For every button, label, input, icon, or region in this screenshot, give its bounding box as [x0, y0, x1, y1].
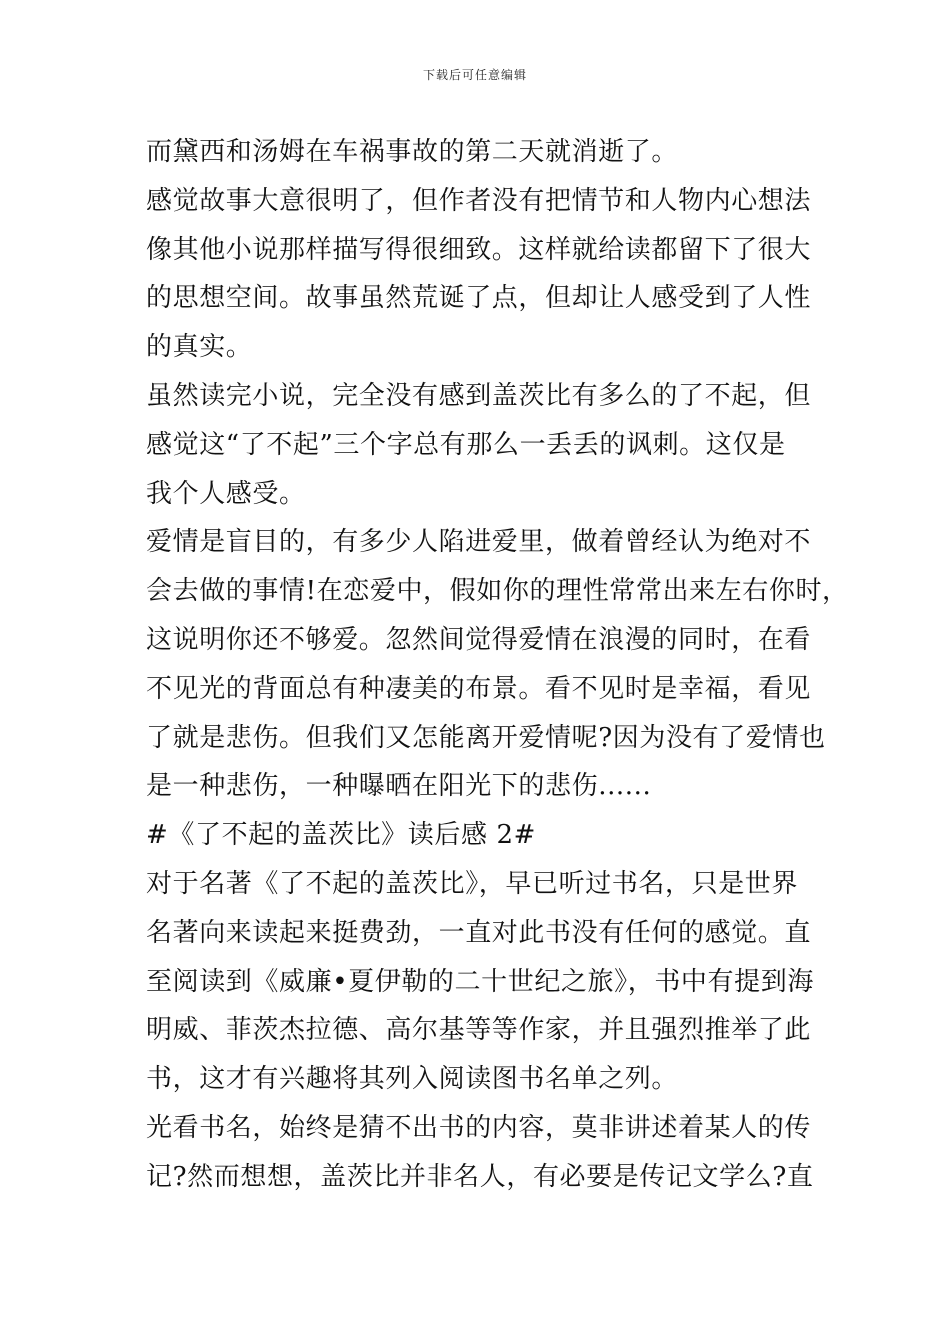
text-line: 记?然而想想，盖茨比并非名人，有必要是传记文学么?直 [146, 1161, 814, 1192]
text-line: 这说明你还不够爱。忽然间觉得爱情在浪漫的同时，在看 [146, 624, 812, 655]
text-line: 至阅读到《威廉•夏伊勒的二十世纪之旅》，书中有提到海 [146, 966, 814, 997]
text-line: 像其他小说那样描写得很细致。这样就给读都留下了很大 [146, 234, 812, 265]
text-line: 光看书名，始终是猜不出书的内容，莫非讲述着某人的传 [146, 1112, 812, 1143]
text-line: 我个人感受。 [146, 478, 306, 509]
document-body [146, 128, 849, 1202]
text-line: 是一种悲伤，一种曝晒在阳光下的悲伤...... [146, 771, 652, 802]
text-line: 虽然读完小说，完全没有感到盖茨比有多么的了不起，但 [146, 380, 812, 411]
text-line: 不见光的背面总有种凄美的布景。看不见时是幸福，看见 [146, 673, 812, 704]
text-line: 名著向来读起来挺费劲，一直对此书没有任何的感觉。直 [146, 917, 812, 948]
text-line: 会去做的事情!在恋爱中，假如你的理性常常出来左右你时， [146, 576, 849, 607]
text-line: 书，这才有兴趣将其列入阅读图书名单之列。 [146, 1064, 679, 1095]
text-line: 对于名著《了不起的盖茨比》，早已听过书名，只是世界 [146, 868, 799, 899]
page-header: 下载后可任意编辑 [422, 68, 527, 82]
text-line: 而黛西和汤姆在车祸事故的第二天就消逝了。 [146, 137, 679, 167]
text-line: 感觉故事大意很明了，但作者没有把情节和人物内心想法 [146, 185, 812, 216]
section-heading: #《了不起的盖茨比》读后感 2# [146, 820, 536, 851]
text-line: 的思想空间。故事虽然荒诞了点，但却让人感受到了人性 [146, 283, 812, 314]
text-line: 爱情是盲目的，有多少人陷进爱里，做着曾经认为绝对不 [146, 527, 812, 558]
text-line: 的真实。 [146, 332, 253, 363]
text-line: 了就是悲伤。但我们又怎能离开爱情呢?因为没有了爱情也 [146, 722, 826, 753]
text-line: 感觉这“了不起”三个字总有那么一丢丢的讽刺。这仅是 [146, 429, 786, 460]
text-line: 明威、菲茨杰拉德、高尔基等等作家，并且强烈推举了此 [146, 1015, 812, 1046]
